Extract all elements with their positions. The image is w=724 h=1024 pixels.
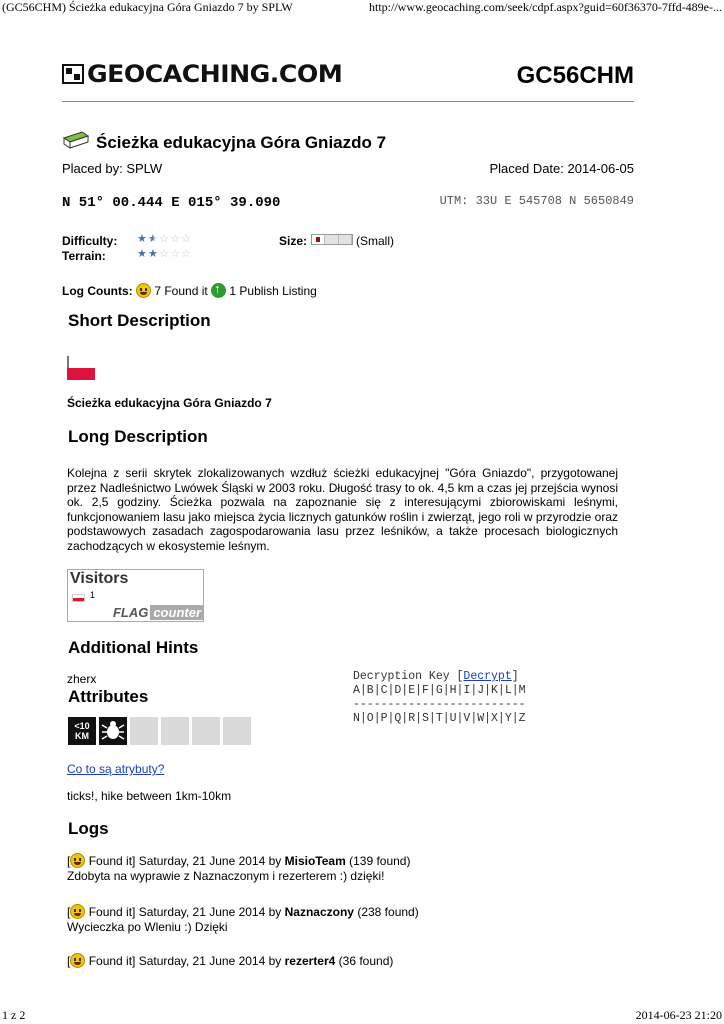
gc-code: GC56CHM — [516, 62, 634, 89]
what-are-attributes-link[interactable]: Co to są atrybuty? — [67, 762, 165, 776]
visitors-title: Visitors — [70, 570, 129, 587]
ticks-icon — [98, 716, 128, 746]
placed-date: Placed Date: 2014-06-05 — [489, 161, 634, 176]
size-small-icon — [311, 234, 353, 245]
print-header-url: http://www.geocaching.com/seek/cdpf.aspx?guid=60f36370-7ffd-489e-... — [368, 0, 722, 14]
attributes-text: ticks!, hike between 1km-10km — [67, 789, 232, 803]
coordinates: N 51° 00.444 E 015° 39.090 — [62, 195, 281, 211]
flag-counter-flag-text: FLAG — [112, 604, 149, 620]
hints-text: zherx — [67, 672, 97, 686]
decryption-key — [353, 670, 526, 726]
attributes-heading: Attributes — [68, 687, 149, 706]
short-description-heading: Short Description — [68, 311, 211, 330]
blank-attribute-icon — [222, 716, 252, 746]
publish-count: 1 Publish Listing — [229, 284, 317, 298]
log-counts-label: Log Counts: — [62, 284, 133, 298]
found-it-smiley-icon — [70, 953, 85, 968]
print-timestamp: 2014-06-23 21:20 — [635, 1008, 722, 1022]
print-header — [0, 0, 724, 16]
log-text: Wycieczka po Wleniu :) Dzięki — [67, 920, 228, 934]
log-type: Found it] — [88, 905, 136, 919]
difficulty-rating — [137, 234, 192, 245]
blank-attribute-icon — [191, 716, 221, 746]
decrypt-link[interactable]: Decrypt — [463, 670, 512, 683]
star-icon: ☆ — [170, 233, 180, 245]
blank-attribute-icon — [129, 716, 159, 746]
star-icon: ★ — [148, 248, 158, 260]
hike-under-10km-icon — [67, 716, 97, 746]
found-it-smiley-icon — [70, 853, 85, 868]
log-user: Naznaczony — [284, 905, 354, 919]
additional-hints-heading: Additional Hints — [68, 638, 199, 657]
visitor-count: 1 — [90, 590, 96, 600]
terrain-rating — [137, 249, 192, 260]
log-type: Found it] — [88, 854, 136, 868]
print-header-title: (GC56CHM) Ścieżka edukacyjna Góra Gniazdo 7 by SPLW — [2, 0, 293, 14]
placed-by: Placed by: SPLW — [62, 161, 163, 176]
decrypt-row-1: A|B|C|D|E|F|G|H|I|J|K|L|M — [353, 684, 526, 697]
geocaching-logo-icon — [62, 64, 84, 84]
star-icon: ☆ — [181, 248, 191, 260]
flag-counter-counter-text: counter — [150, 605, 204, 620]
log-date: Saturday, 21 June 2014 by — [138, 954, 282, 968]
size-label: Size: — [279, 234, 308, 248]
log-user-found-count: (238 found) — [357, 905, 419, 919]
star-icon: ★ — [148, 233, 158, 245]
log-user-found-count: (36 found) — [338, 954, 394, 968]
found-it-smiley-icon — [70, 904, 85, 919]
decrypt-row-2: N|O|P|Q|R|S|T|U|V|W|X|Y|Z — [353, 712, 526, 725]
log-entry: [ Found it] Saturday, 21 June 2014 by rezerter4 (36 found) — [67, 954, 394, 968]
flag-counter-logo — [82, 604, 204, 620]
log-type: Found it] — [88, 954, 136, 968]
logs-heading: Logs — [68, 819, 109, 838]
decrypt-divider: ------------------------- — [353, 698, 526, 711]
publish-listing-icon — [211, 283, 226, 298]
star-icon: ★ — [137, 233, 147, 245]
star-icon: ☆ — [170, 248, 180, 260]
decrypt-close: ] — [511, 670, 519, 683]
header-divider — [62, 101, 634, 102]
geocaching-logo — [62, 60, 343, 88]
km-label-2: KM — [75, 731, 89, 741]
blank-attribute-icon — [160, 716, 190, 746]
log-entry: [ Found it] Saturday, 21 June 2014 by MisioTeam (139 found) Zdobyta na wyprawie z Naznaczonym i rezerterem :) dzięki! — [67, 854, 411, 883]
long-description-heading: Long Description — [68, 427, 208, 446]
km-label-1: <10 — [74, 721, 90, 731]
page-number: 1 z 2 — [2, 1008, 26, 1022]
long-description-text: Kolejna z serii skrytek zlokalizowanych wzdłuż ścieżki edukacyjnej "Góra Gniazdo", przygotowanej przez Nadleśnictwo Lwówek Śląski w 2003 roku. Długość trasy to ok. 4,5 km a czas jej przejścia wynosi ok. 2,5 godziny. Ścieżka pozwala na zapoznanie się z interesującymi zbiorowiskami leśnymi, funkcjonowaniem lasu jako miejsca życia licznych gatunków roślin i zwierząt, jego roli w przyrodzie oraz podstawowych zasadach zagospodarowania lasu przez leśników, a także procesach biologicznych zachodzących w ekosystemie leśnym. — [67, 466, 618, 553]
found-count: 7 Found it — [154, 284, 208, 298]
log-user: MisioTeam — [284, 854, 346, 868]
flag-counter-widget[interactable] — [67, 569, 204, 622]
log-date: Saturday, 21 June 2014 by — [138, 854, 282, 868]
terrain-label: Terrain: — [62, 249, 106, 263]
poland-mini-flag-icon — [72, 594, 85, 602]
traditional-cache-icon — [62, 130, 90, 150]
star-icon: ☆ — [159, 248, 169, 260]
log-counts — [62, 283, 317, 298]
log-user: rezerter4 — [284, 954, 336, 968]
difficulty-label: Difficulty: — [62, 234, 118, 248]
star-icon: ★ — [137, 248, 147, 260]
size-value: (Small) — [356, 234, 394, 248]
cache-title: Ścieżka edukacyjna Góra Gniazdo 7 — [96, 133, 387, 152]
utm-coordinates: UTM: 33U E 545708 N 5650849 — [439, 194, 634, 208]
star-icon: ☆ — [181, 233, 191, 245]
log-entry: [ Found it] Saturday, 21 June 2014 by Naznaczony (238 found) Wycieczka po Wleniu :) Dzięki — [67, 905, 419, 934]
logo-text: GEOCACHING.COM — [87, 60, 343, 88]
short-description-text: Ścieżka edukacyjna Góra Gniazdo 7 — [67, 396, 272, 410]
found-it-smiley-icon — [136, 283, 151, 298]
decrypt-label: Decryption Key [ — [353, 670, 464, 683]
log-text: Zdobyta na wyprawie z Naznaczonym i rezerterem :) dzięki! — [67, 869, 385, 883]
poland-flag-icon — [67, 356, 95, 380]
log-date: Saturday, 21 June 2014 by — [138, 905, 282, 919]
star-icon: ☆ — [159, 233, 169, 245]
attributes-icons — [67, 716, 253, 746]
log-user-found-count: (139 found) — [349, 854, 411, 868]
